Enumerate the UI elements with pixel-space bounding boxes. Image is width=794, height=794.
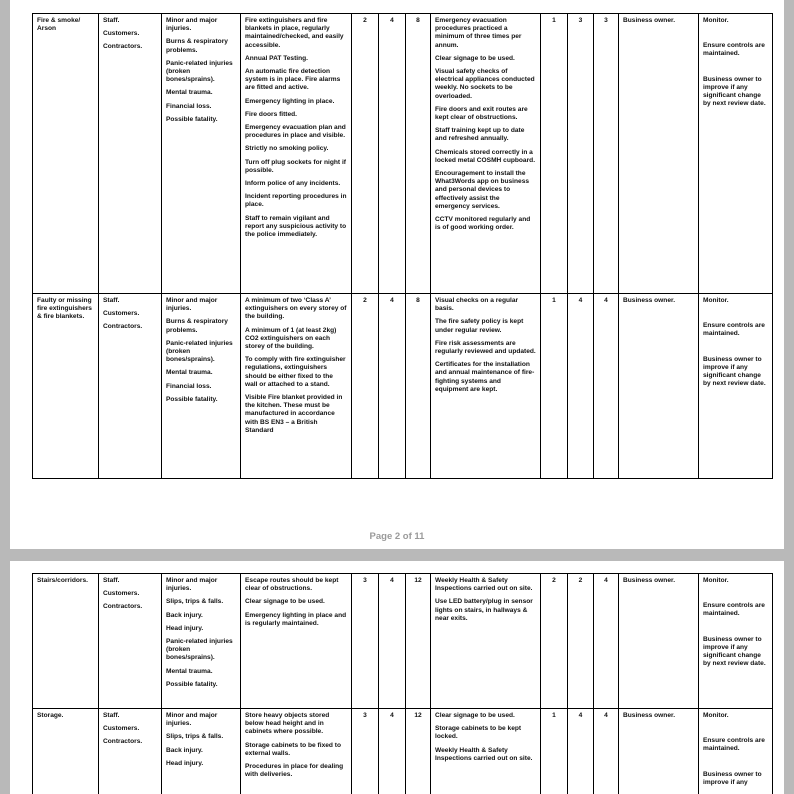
- review-cell-item: Business owner to improve if any significant change by next review date.: [703, 635, 766, 668]
- further-controls-cell: [431, 709, 541, 794]
- harm-cell-item: Mental trauma.: [166, 369, 213, 377]
- harm-cell-item: Burns & respiratory problems.: [166, 38, 228, 54]
- review-cell-item: Ensure controls are maintained.: [703, 42, 765, 58]
- further-controls-cell-item: Staff training kept up to date and refreshed annually.: [435, 127, 525, 143]
- harm-cell-item: Mental trauma.: [166, 89, 213, 97]
- further-controls-cell-item: Weekly Health & Safety Inspections carried out on site.: [435, 746, 533, 762]
- residual-likelihood-cell: 1: [541, 294, 568, 479]
- further-controls-cell-item: Certificates for the installation and annual maintenance of fire-fighting systems and equipment are kept.: [435, 361, 535, 393]
- harm-cell-item: Minor and major injuries.: [166, 297, 218, 313]
- existing-controls-cell-item: A minimum of 1 (at least 2kg) CO2 extinguishers on each storey of the building.: [245, 326, 337, 351]
- hazard-cell: Storage.: [33, 709, 99, 794]
- harm-cell-item: Financial loss.: [166, 382, 212, 390]
- action-by-cell: Business owner.: [619, 574, 699, 709]
- harm-cell-item: Head injury.: [166, 759, 204, 767]
- residual-severity-cell: 4: [568, 294, 594, 479]
- who-at-risk-cell-item: Contractors.: [103, 603, 143, 611]
- severity-cell: 4: [379, 709, 406, 794]
- document-page-3: [10, 561, 784, 794]
- hazard-cell: Fire & smoke/ Arson: [33, 14, 99, 294]
- harm-cell: [162, 574, 241, 709]
- review-cell-item: Ensure controls are maintained.: [703, 322, 765, 338]
- likelihood-cell: 3: [352, 709, 379, 794]
- harm-cell-item: Slips, trips & falls.: [166, 598, 224, 606]
- review-cell-item: Ensure controls are maintained.: [703, 602, 765, 618]
- review-cell: [699, 14, 773, 294]
- who-at-risk-cell-item: Contractors.: [103, 323, 143, 331]
- review-cell-item: Ensure controls are maintained.: [703, 737, 765, 753]
- existing-controls-cell-item: Turn off plug sockets for night if possible.: [245, 158, 346, 174]
- existing-controls-cell-item: Annual PAT Testing.: [245, 54, 309, 62]
- harm-cell-item: Financial loss.: [166, 102, 212, 110]
- further-controls-cell: [431, 574, 541, 709]
- harm-cell-item: Slips, trips & falls.: [166, 733, 224, 741]
- who-at-risk-cell-item: Staff.: [103, 297, 120, 304]
- harm-cell-item: Minor and major injuries.: [166, 577, 218, 593]
- further-controls-cell-item: Chemicals stored correctly in a locked metal COSMH cupboard.: [435, 148, 536, 164]
- existing-controls-cell-item: Procedures in place for dealing with deliveries.: [245, 763, 344, 779]
- who-at-risk-cell-item: Customers.: [103, 725, 140, 733]
- review-cell-item: Business owner to improve if any significant change by next review date.: [703, 355, 766, 388]
- further-controls-cell-item: Encouragement to install the What3Words app on business and personal devices to effectively assist the emergency services.: [435, 170, 530, 210]
- existing-controls-cell: [241, 709, 352, 794]
- risk-rating-cell: 8: [406, 294, 431, 479]
- existing-controls-cell-item: Clear signage to be used.: [245, 598, 325, 606]
- further-controls-cell-item: The fire safety policy is kept under regular review.: [435, 318, 524, 334]
- further-controls-cell-item: Storage cabinets to be kept locked.: [435, 725, 522, 741]
- harm-cell-item: Burns & respiratory problems.: [166, 318, 228, 334]
- existing-controls-cell-item: Fire doors fitted.: [245, 110, 298, 118]
- who-at-risk-cell: [99, 14, 162, 294]
- existing-controls-cell: [241, 574, 352, 709]
- table-row: [33, 294, 773, 479]
- further-controls-cell-item: Visual safety checks of electrical appliances conducted weekly. No sockets to be overloaded.: [435, 68, 535, 100]
- who-at-risk-cell-item: Customers.: [103, 30, 140, 38]
- further-controls-cell-item: Weekly Health & Safety Inspections carried out on site.: [435, 577, 533, 593]
- existing-controls-cell-item: Visible Fire blanket provided in the kitchen. These must be manufactured in accordance with BS EN3 – a British Standard: [245, 394, 343, 434]
- further-controls-cell-item: CCTV monitored regularly and is of good working order.: [435, 216, 531, 232]
- severity-cell: 4: [379, 14, 406, 294]
- likelihood-cell: 3: [352, 574, 379, 709]
- risk-rating-cell: 8: [406, 14, 431, 294]
- harm-cell-item: Panic-related injuries (broken bones/sprains).: [166, 59, 233, 84]
- further-controls-cell-item: Clear signage to be used.: [435, 712, 515, 719]
- who-at-risk-cell-item: Contractors.: [103, 738, 143, 746]
- existing-controls-cell-item: An automatic fire detection system is in place. Fire alarms are fitted and active.: [245, 68, 341, 92]
- review-cell: [699, 709, 773, 794]
- harm-cell-item: Back injury.: [166, 611, 203, 619]
- further-controls-cell-item: Fire doors and exit routes are kept clear of obstructions.: [435, 105, 528, 122]
- harm-cell: [162, 709, 241, 794]
- existing-controls-cell-item: Emergency lighting in place.: [245, 97, 335, 105]
- further-controls-cell-item: Clear signage to be used.: [435, 54, 515, 62]
- review-cell-item: Business owner to improve if any significant change by next review date.: [703, 75, 766, 108]
- harm-cell-item: Possible fatality.: [166, 115, 218, 123]
- existing-controls-cell-item: Fire extinguishers and fire blankets in place, regularly maintained/checked, and easily accessible.: [245, 17, 344, 49]
- residual-likelihood-cell: 1: [541, 709, 568, 794]
- further-controls-cell-item: Use LED battery/plug in sensor lights on stairs, in hallways & near exits.: [435, 598, 533, 622]
- who-at-risk-cell-item: Staff.: [103, 577, 120, 584]
- existing-controls-cell-item: Emergency lighting in place and is regularly maintained.: [245, 611, 347, 627]
- existing-controls-cell-item: Staff to remain vigilant and report any suspicious activity to the police immediately.: [245, 214, 347, 239]
- review-cell-item: Monitor.: [703, 297, 729, 304]
- residual-risk-cell: 3: [594, 14, 619, 294]
- existing-controls-cell-item: A minimum of two ‘Class A’ extinguishers on every storey of the building.: [245, 297, 347, 321]
- harm-cell-item: Back injury.: [166, 746, 203, 754]
- further-controls-cell: [431, 14, 541, 294]
- review-cell-item: Monitor.: [703, 577, 729, 584]
- review-cell-item: Monitor.: [703, 17, 729, 24]
- risk-assessment-table: [32, 13, 773, 479]
- likelihood-cell: 2: [352, 14, 379, 294]
- risk-rating-cell: 12: [406, 709, 431, 794]
- existing-controls-cell-item: Inform police of any incidents.: [245, 180, 341, 188]
- existing-controls-cell-item: Store heavy objects stored below head height and in cabinets where possible.: [245, 712, 330, 736]
- further-controls-cell-item: Emergency evacuation procedures practiced a minimum of three times per annum.: [435, 17, 522, 49]
- existing-controls-cell-item: Emergency evacuation plan and procedures in place and visible.: [245, 124, 346, 140]
- harm-cell-item: Minor and major injuries.: [166, 712, 218, 728]
- who-at-risk-cell: [99, 709, 162, 794]
- table-row: [33, 709, 773, 794]
- action-by-cell: Business owner.: [619, 294, 699, 479]
- existing-controls-cell-item: Strictly no smoking policy.: [245, 145, 329, 153]
- hazard-cell: Faulty or missing fire extinguishers & fire blankets.: [33, 294, 99, 479]
- who-at-risk-cell-item: Contractors.: [103, 43, 143, 51]
- document-page-2: [10, 0, 784, 549]
- residual-severity-cell: 2: [568, 574, 594, 709]
- who-at-risk-cell-item: Staff.: [103, 17, 120, 24]
- review-cell-item: Monitor.: [703, 712, 729, 719]
- severity-cell: 4: [379, 294, 406, 479]
- review-cell: [699, 294, 773, 479]
- harm-cell-item: Minor and major injuries.: [166, 17, 218, 33]
- residual-severity-cell: 4: [568, 709, 594, 794]
- action-by-cell: Business owner.: [619, 14, 699, 294]
- harm-cell-item: Possible fatality.: [166, 395, 218, 403]
- harm-cell-item: Possible fatality.: [166, 680, 218, 688]
- harm-cell-item: Panic-related injuries (broken bones/sprains).: [166, 638, 233, 662]
- harm-cell-item: Panic-related injuries (broken bones/sprains).: [166, 339, 233, 364]
- residual-severity-cell: 3: [568, 14, 594, 294]
- existing-controls-cell: [241, 14, 352, 294]
- existing-controls-cell-item: To comply with fire extinguisher regulations, extinguishers should be either fixed to the wall or attached to a stand.: [245, 356, 346, 388]
- harm-cell-item: Mental trauma.: [166, 667, 213, 675]
- action-by-cell: Business owner.: [619, 709, 699, 794]
- residual-risk-cell: 4: [594, 709, 619, 794]
- table-row: [33, 14, 773, 294]
- harm-cell-item: Head injury.: [166, 624, 204, 632]
- residual-risk-cell: 4: [594, 574, 619, 709]
- severity-cell: 4: [379, 574, 406, 709]
- further-controls-cell: [431, 294, 541, 479]
- harm-cell: [162, 14, 241, 294]
- residual-likelihood-cell: 1: [541, 14, 568, 294]
- existing-controls-cell: [241, 294, 352, 479]
- residual-risk-cell: 4: [594, 294, 619, 479]
- existing-controls-cell-item: Storage cabinets to be fixed to external walls.: [245, 741, 341, 757]
- existing-controls-cell-item: Escape routes should be kept clear of obstructions.: [245, 577, 339, 593]
- further-controls-cell-item: Fire risk assessments are regularly reviewed and updated.: [435, 339, 536, 356]
- review-cell: [699, 574, 773, 709]
- page-number: Page 2 of 11: [369, 531, 425, 542]
- who-at-risk-cell-item: Customers.: [103, 310, 140, 318]
- likelihood-cell: 2: [352, 294, 379, 479]
- review-cell-item: Business owner to improve if any: [703, 770, 762, 786]
- existing-controls-cell-item: Incident reporting procedures in place.: [245, 193, 347, 209]
- who-at-risk-cell-item: Staff.: [103, 712, 120, 719]
- risk-assessment-table: [32, 573, 773, 794]
- table-row: [33, 574, 773, 709]
- further-controls-cell-item: Visual checks on a regular basis.: [435, 297, 519, 313]
- harm-cell: [162, 294, 241, 479]
- who-at-risk-cell: [99, 574, 162, 709]
- who-at-risk-cell-item: Customers.: [103, 590, 140, 598]
- risk-rating-cell: 12: [406, 574, 431, 709]
- residual-likelihood-cell: 2: [541, 574, 568, 709]
- hazard-cell: Stairs/corridors.: [33, 574, 99, 709]
- who-at-risk-cell: [99, 294, 162, 479]
